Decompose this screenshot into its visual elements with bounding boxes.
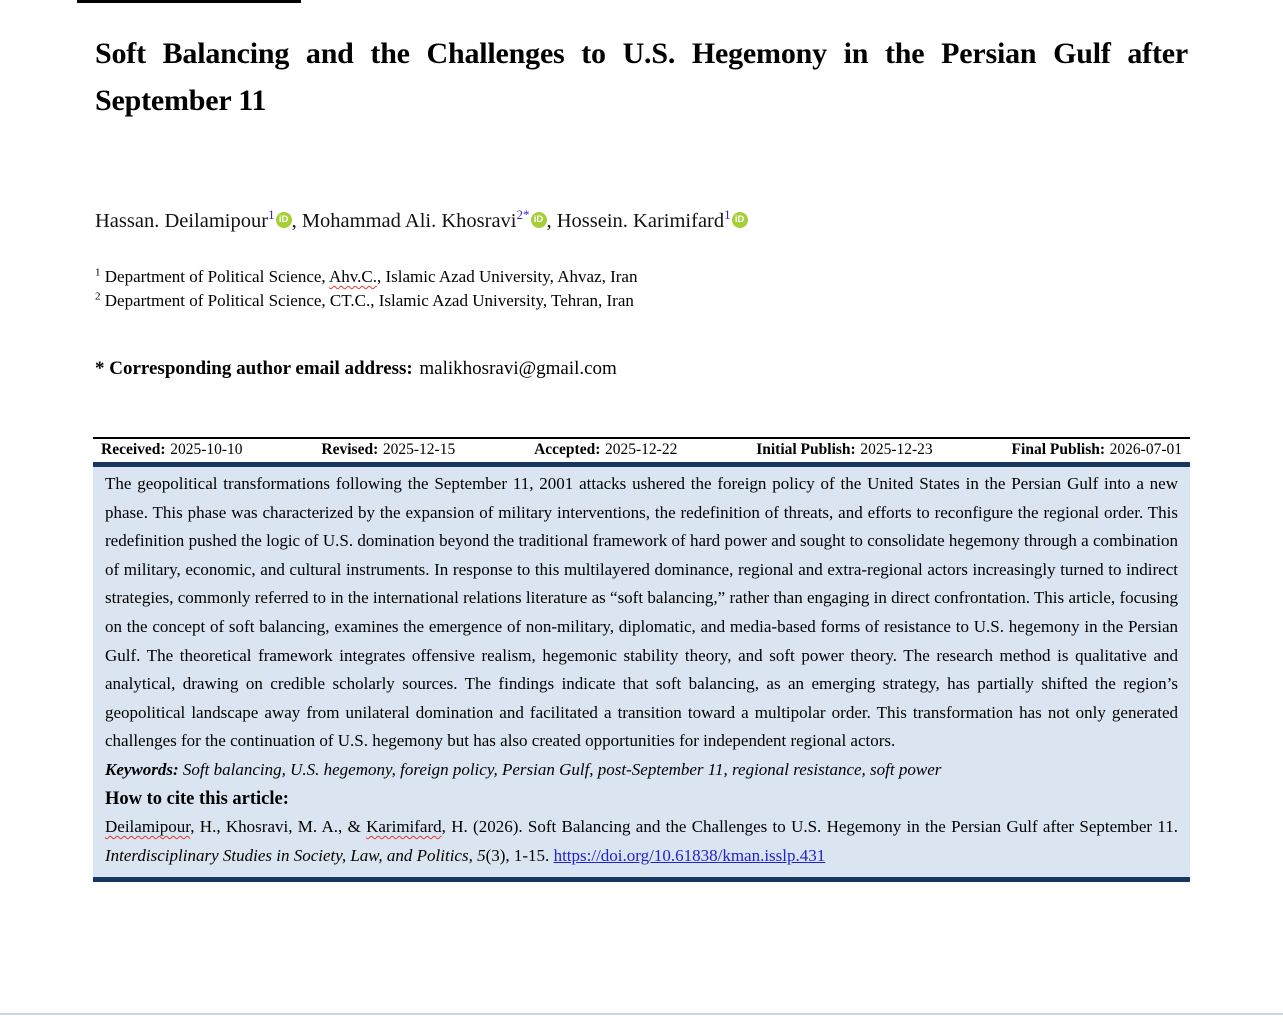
corresponding-author-line (95, 358, 1188, 380)
doi-link[interactable]: https://doi.org/10.61838/kman.isslp.431 (553, 845, 826, 865)
citation-issue-pages: (3), 1-15. (485, 845, 554, 865)
keywords-label: Keywords: (105, 759, 179, 779)
how-to-cite-heading: How to cite this article: (105, 788, 289, 809)
corresponding-author-label: * Corresponding author email address: (95, 358, 413, 379)
paper-title: Soft Balancing and the Challenges to U.S. Hegemony in the Persian Gulf after September 11 (95, 37, 1188, 117)
bottom-divider-line (0, 1013, 1283, 1015)
affiliation-text: Department of Political Science, (100, 267, 329, 286)
author-affiliation-superscript: 2* (516, 207, 530, 223)
corresponding-author-email: malikhosravi@gmail.com (419, 358, 617, 379)
citation-author-deilamipour: Deilamipour (105, 817, 191, 837)
citation-journal-name: Interdisciplinary Studies in Society, Law, and Politics, 5 (105, 845, 486, 865)
orcid-icon[interactable]: iD (276, 212, 292, 228)
author-affiliation-superscript: 1 (724, 207, 731, 223)
keywords-text: Soft balancing, U.S. hegemony, foreign policy, Persian Gulf, post-September 11, regional resistance, soft power (178, 759, 942, 779)
orcid-icon[interactable]: iD (732, 212, 748, 228)
citation-text: , H., Khosravi, M. A., & (190, 817, 367, 837)
author-separator: , (546, 210, 557, 232)
affiliation-text: , Islamic Azad University, Ahvaz, Iran (377, 267, 638, 286)
affiliation-line (95, 289, 1188, 313)
date-received: Received: 2025-10-10 (101, 441, 243, 458)
affiliation-superscript: 1 (95, 266, 101, 279)
affiliation-line (95, 265, 1188, 289)
publication-dates-row (93, 437, 1190, 462)
citation-paragraph (105, 813, 1178, 870)
orcid-icon[interactable]: iD (531, 212, 547, 228)
date-revised: Revised: 2025-12-15 (321, 441, 456, 458)
article-info-table (93, 437, 1190, 882)
keywords-line (105, 756, 1178, 785)
date-accepted: Accepted: 2025-12-22 (534, 441, 678, 458)
affiliations-block (95, 265, 1188, 312)
author-separator: , (291, 210, 302, 232)
abstract-text: The geopolitical transformations following the September 11, 2001 attacks ushered the foreign policy of the United States in the Persian Gulf into a new phase. This phase was characterized by the expansion of military interventions, the redefinition of threats, and efforts to reconfigure the regional order. This redefinition pushed the logic of U.S. domination beyond the traditional framework of hard power and sought to consolidate hegemony through a combination of military, economic, and cultural instruments. In response to this multilayered dominance, regional and extra-regional actors increasingly turned to indirect strategies, commonly referred to in the international relations literature as “soft balancing,” rather than engaging in direct confrontation. This article, focusing on the concept of soft balancing, examines the emergence of non-military, diplomatic, and media-based forms of resistance to U.S. hegemony in the Persian Gulf. The theoretical framework integrates offensive realism, hegemonic stability theory, and soft power theory. The research method is qualitative and analytical, drawing on credible scholarly sources. The findings indicate that soft balancing, as an emerging strategy, has partially shifted the region’s geopolitical landscape away from unilateral domination and facilitated a transition toward a multipolar order. This transformation has not only generated challenges for the continuation of U.S. hegemony but has also created opportunities for independent regional actors. (105, 474, 1178, 751)
author-name: Mohammad Ali. Khosravi (301, 210, 517, 232)
top-border-line (77, 0, 301, 3)
authors-line (95, 207, 1188, 233)
citation-author-karimifard: Karimifard (366, 817, 442, 837)
citation-text: , H. (2026). Soft Balancing and the Challenges to U.S. Hegemony in the Persian Gulf after September 11. (441, 817, 1178, 837)
date-final-publish: Final Publish: 2026-07-01 (1011, 441, 1182, 458)
author-name: Hossein. Karimifard (556, 210, 725, 232)
affiliation-text: Department of Political Science, CT.C., Islamic Azad University, Tehran, Iran (100, 290, 634, 310)
affiliation-spellchecked-word: Ahv.C. (329, 267, 378, 286)
date-initial-publish: Initial Publish: 2025-12-23 (756, 441, 933, 458)
author-name: Hassan. Deilamipour (95, 210, 269, 232)
abstract-box (93, 462, 1190, 882)
author-affiliation-superscript: 1 (268, 207, 275, 223)
affiliation-superscript: 2 (95, 289, 101, 302)
